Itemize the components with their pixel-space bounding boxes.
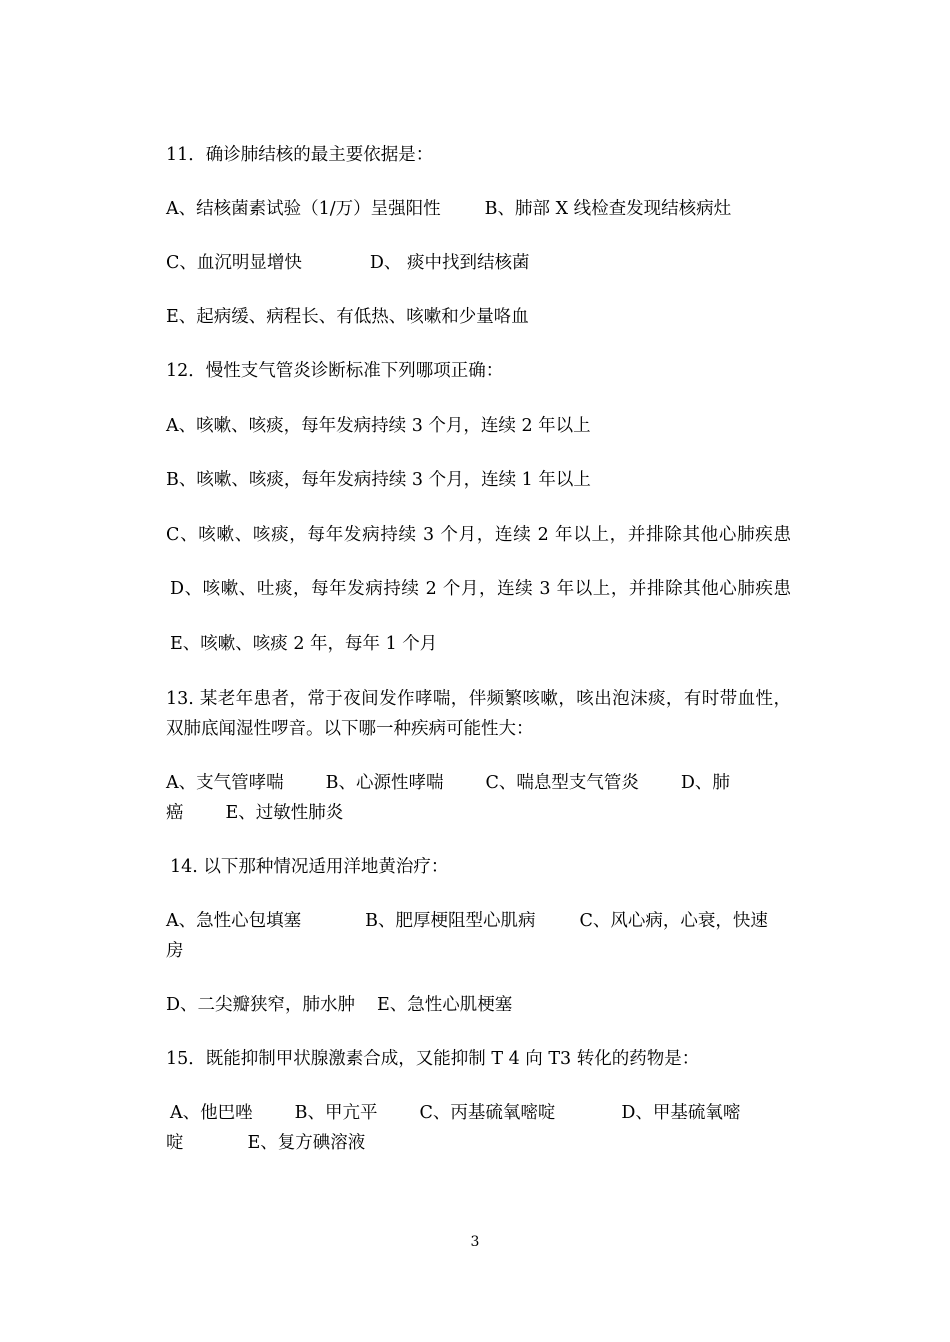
q14-option-d: D、二尖瓣狭窄，肺水肿	[166, 995, 356, 1015]
q15-option-d: D、甲基硫氧嘧	[621, 1103, 741, 1123]
q15-option-d-cont: 啶	[166, 1133, 184, 1153]
q13-options-line2	[166, 801, 791, 825]
q13-stem-line2: 双肺底闻湿性啰音。以下哪一种疾病可能性大：	[166, 719, 534, 739]
q12-option-c: C、咳嗽、咳痰，每年发病持续 3 个月，连续 2 年以上，并排除其他心肺疾患	[166, 525, 791, 545]
q15-options-line1	[170, 1101, 795, 1125]
q11-option-c: C、血沉明显增快	[166, 253, 302, 273]
q11-options-ab	[166, 197, 791, 221]
q12-option-b: B、咳嗽、咳痰，每年发病持续 3 个月，连续 1 年以上	[166, 470, 591, 490]
q14-option-a: A、急性心包填塞	[166, 911, 302, 931]
q13-option-e: E、过敏性肺炎	[225, 803, 344, 823]
q15-option-b: B、甲亢平	[294, 1103, 378, 1123]
q13-option-a: A、支气管哮喘	[166, 773, 284, 793]
q13-option-b: B、心源性哮喘	[325, 773, 444, 793]
q15-stem: 15．既能抑制甲状腺激素合成，又能抑制 T 4 向 T3 转化的药物是：	[166, 1049, 700, 1069]
q13-option-c: C、喘息型支气管炎	[485, 773, 639, 793]
q13-option-d-cont: 癌	[166, 803, 184, 823]
page-number: 3	[470, 1234, 480, 1250]
q11-option-e: E、起病缓、病程长、有低热、咳嗽和少量咯血	[166, 307, 529, 327]
q15-option-a: A、他巴唑	[170, 1103, 253, 1123]
q12-option-a: A、咳嗽、咳痰，每年发病持续 3 个月，连续 2 年以上	[166, 416, 591, 436]
q12-option-e: E、咳嗽、咳痰 2 年，每年 1 个月	[170, 634, 438, 654]
q14-options-line3	[166, 993, 791, 1017]
q14-stem: 14. 以下那种情况适用洋地黄治疗：	[170, 857, 449, 877]
q11-stem: 11．确诊肺结核的最主要依据是：	[166, 145, 434, 165]
q13-options-line1	[166, 771, 791, 795]
q11-option-d: D、 痰中找到结核菌	[369, 253, 530, 273]
q11-option-b: B、肺部 X 线检查发现结核病灶	[484, 199, 732, 219]
q14-option-c-cont: 房	[166, 941, 184, 961]
q15-options-line2	[166, 1131, 791, 1155]
q14-option-e: E、急性心肌梗塞	[377, 995, 513, 1015]
q11-option-a: A、结核菌素试验（1/万）呈强阳性	[166, 199, 441, 219]
q13-stem-line1: 13. 某老年患者，常于夜间发作哮喘，伴频繁咳嗽，咳出泡沫痰，有时带血性，	[166, 689, 791, 709]
q14-options-line1	[166, 909, 791, 933]
q12-option-d: D、咳嗽、吐痰，每年发病持续 2 个月，连续 3 年以上，并排除其他心肺疾患	[170, 579, 791, 599]
q15-option-e: E、复方碘溶液	[247, 1133, 366, 1153]
q14-option-b: B、肥厚梗阻型心肌病	[365, 911, 536, 931]
q12-stem: 12．慢性支气管炎诊断标准下列哪项正确：	[166, 361, 504, 381]
q15-option-c: C、丙基硫氧嘧啶	[419, 1103, 556, 1123]
q13-option-d: D、肺	[680, 773, 730, 793]
q14-option-c: C、风心病，心衰，快速	[579, 911, 768, 931]
q11-options-cd	[166, 251, 791, 275]
